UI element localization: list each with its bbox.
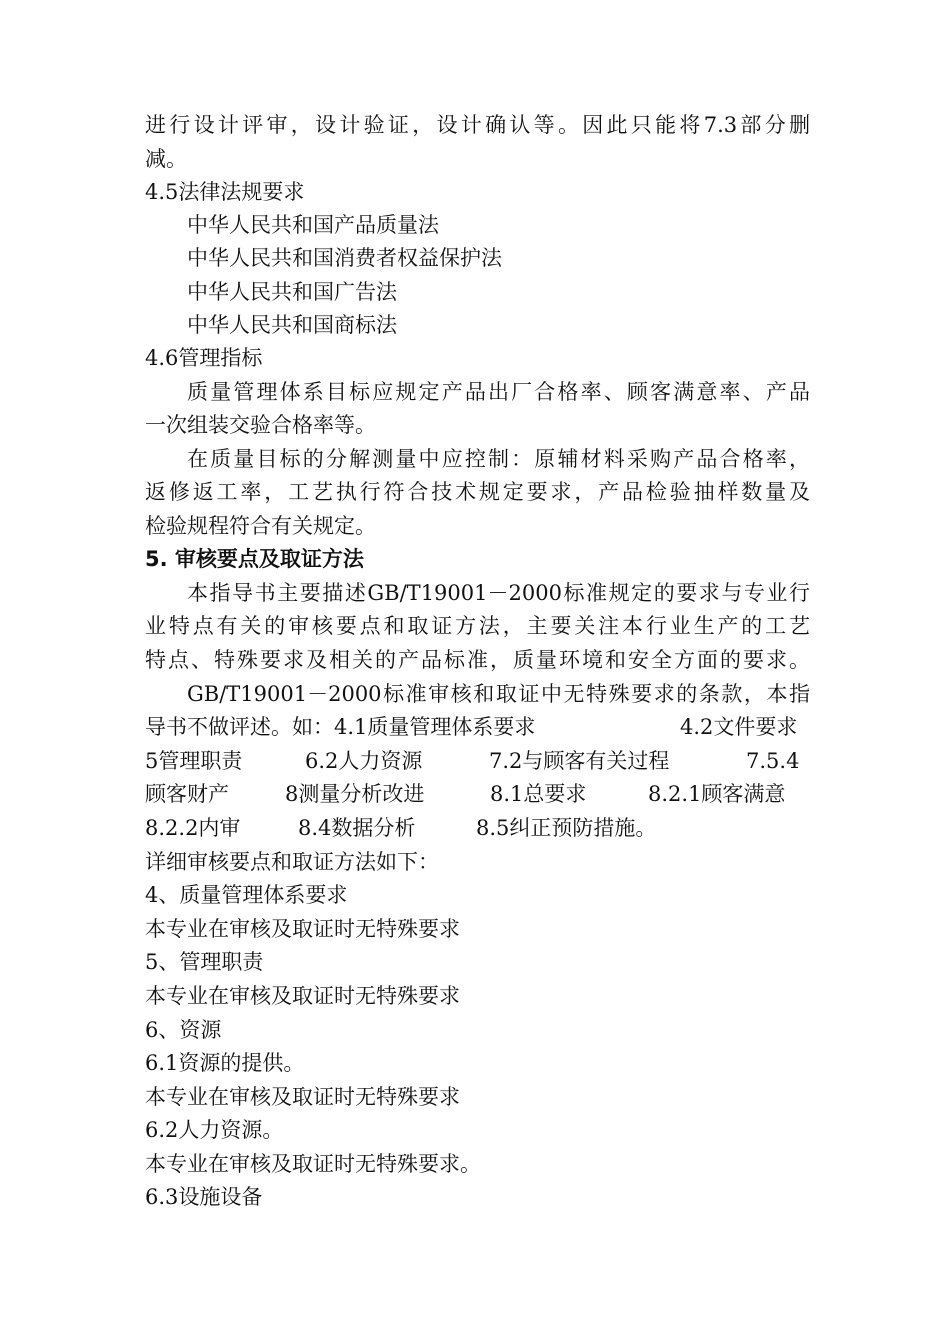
- paragraph-line: 在质量目标的分解测量中应控制：原辅材料采购产品合格率，: [187, 447, 810, 471]
- law-item: 中华人民共和国产品质量法: [187, 213, 439, 237]
- paragraph-line: 减。: [145, 147, 187, 171]
- paragraph-line: 本专业在审核及取证时无特殊要求。: [145, 1152, 481, 1176]
- clause-list-row: [145, 744, 810, 778]
- paragraph-line: 本指导书主要描述GB/T19001－2000标准规定的要求与专业行: [187, 581, 810, 605]
- clause-item: 8.2.1顾客满意: [648, 782, 786, 806]
- paragraph-line: 检验规程符合有关规定。: [145, 514, 376, 538]
- paragraph-line: 质量管理体系目标应规定产品出厂合格率、顾客满意率、产品: [187, 380, 810, 404]
- clause-list-row: [145, 710, 810, 744]
- section-heading: 4、质量管理体系要求: [145, 883, 348, 907]
- law-item: 中华人民共和国广告法: [187, 280, 397, 304]
- section-heading: 6、资源: [145, 1018, 222, 1042]
- section-heading: 4.6管理指标: [145, 346, 263, 370]
- section-heading: 5、管理职责: [145, 950, 264, 974]
- clause-list-row: [145, 811, 810, 845]
- clause-item: 8.4数据分析: [298, 816, 416, 840]
- section-heading: 6.2人力资源。: [145, 1118, 284, 1142]
- paragraph-line: 本专业在审核及取证时无特殊要求: [145, 984, 460, 1008]
- clause-item: 8测量分析改进: [285, 782, 425, 806]
- section-heading: 6.3设施设备: [145, 1185, 263, 1209]
- paragraph-line: 本专业在审核及取证时无特殊要求: [145, 1085, 460, 1109]
- paragraph-line: 本专业在审核及取证时无特殊要求: [145, 917, 460, 941]
- clause-list-row: [145, 777, 810, 811]
- clause-item: 4.2文件要求: [680, 715, 798, 739]
- clause-item: 8.1总要求: [490, 782, 587, 806]
- section-heading: 6.1资源的提供。: [145, 1051, 305, 1075]
- clause-item: 8.2.2内审: [145, 816, 241, 840]
- paragraph-line: 业特点有关的审核要点和取证方法，主要关注本行业生产的工艺: [145, 614, 810, 638]
- section-heading: 4.5法律法规要求: [145, 180, 305, 204]
- law-item: 中华人民共和国消费者权益保护法: [187, 246, 502, 270]
- law-item: 中华人民共和国商标法: [187, 313, 397, 337]
- paragraph-line: 进行设计评审，设计验证，设计确认等。因此只能将7.3部分删: [145, 113, 810, 137]
- clause-item: 5管理职责: [145, 749, 243, 773]
- clause-item: 7.5.4: [746, 749, 800, 773]
- chapter-heading: 5. 审核要点及取证方法: [145, 547, 364, 571]
- paragraph-line: GB/T19001－2000标准审核和取证中无特殊要求的条款，本指: [187, 682, 810, 706]
- clause-item: 7.2与顾客有关过程: [489, 749, 670, 773]
- paragraph-line: 特点、特殊要求及相关的产品标准，质量环境和安全方面的要求。: [145, 648, 810, 672]
- clause-item: 8.5纠正预防措施。: [476, 816, 657, 840]
- paragraph-line: 详细审核要点和取证方法如下：: [145, 850, 439, 874]
- clause-item: 顾客财产: [145, 782, 229, 806]
- paragraph-line: 一次组装交验合格率等。: [145, 413, 376, 437]
- clause-item: 6.2人力资源: [305, 749, 423, 773]
- paragraph-line: 返修返工率，工艺执行符合技术规定要求，产品检验抽样数量及: [145, 480, 810, 504]
- clause-item: 导书不做评述。如：4.1质量管理体系要求: [145, 715, 536, 739]
